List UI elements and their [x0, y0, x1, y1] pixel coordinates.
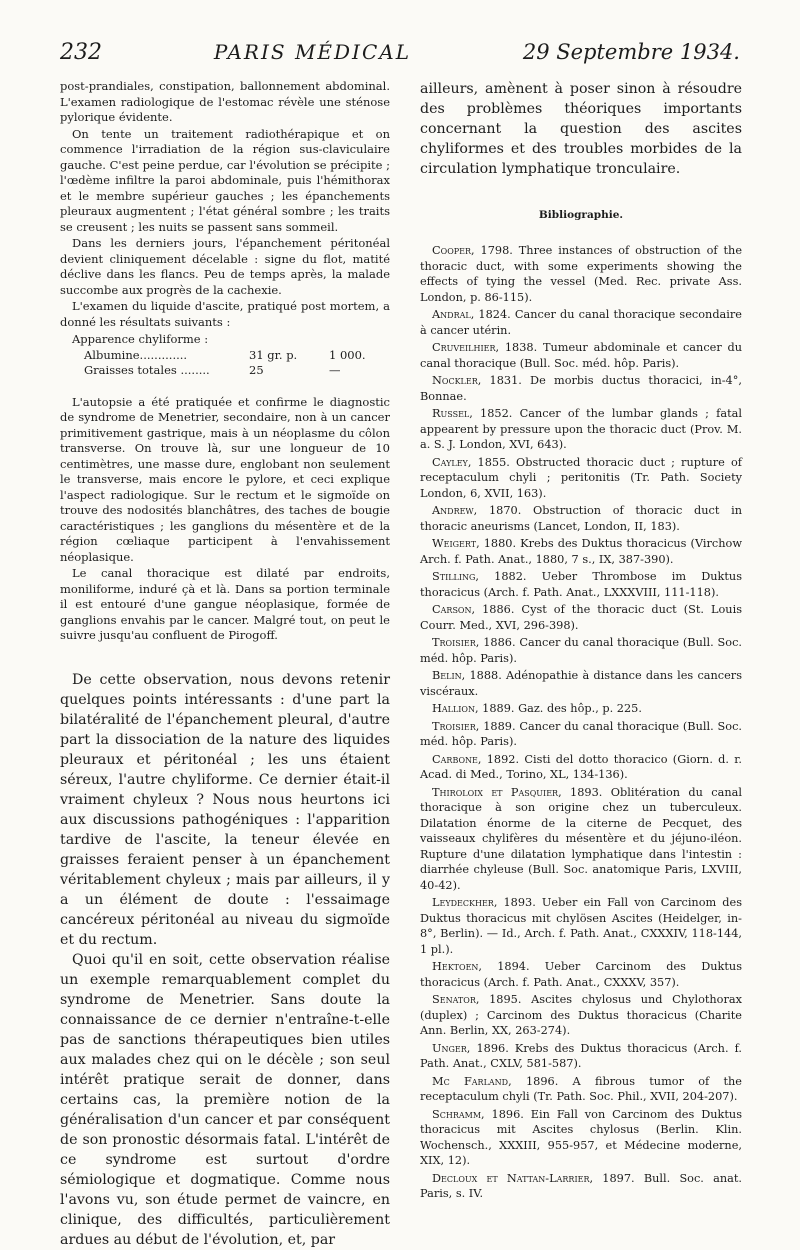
bib-text: , 1897. Bull. Soc. anat. Paris, s. IV.	[420, 1171, 742, 1200]
bib-author: Carbone	[432, 752, 478, 766]
right-column	[420, 79, 742, 1204]
bib-text: , 1893. Ueber ein Fall von Carcinom des Duktus thoracicus mit chylösen Ascites (Heidelger, in-8°, Berlin). — Id., Arch. f. Path. Anat., CXXXIV, 118-144, 1 pl.).	[420, 896, 742, 956]
discussion-paragraph: De cette observation, nous devons retenir quelques points intéressants : d'une part la bilatéralité de l'épanchement pleural, d'autre part la dissociation de la nature des liquides pleuraux et péritonéal ; les uns étaient séreux, l'autre chyliforme. Ce dernier était-il vraiment chyleux ? Nous nous heurtons ici aux discussions pathogéniques : l'apparition tardive de l'ascite, la teneur élevée en graisses feraient penser à un épanchement véritablement chyleux ; mais par ailleurs, il y a un élément de doute : l'essaimage cancéreux péritonéal au niveau du sigmoïde et du rectum.	[60, 671, 390, 948]
bib-text: , 1852. Cancer of the lumbar glands ; fatal appearent by pressure upon the thoracic duct (Prov. M. a. S. J. London, XVI, 643).	[420, 407, 742, 451]
bib-author: Russel	[432, 407, 470, 420]
bibliography-heading: Bibliographie.	[538, 209, 624, 221]
bib-text: , 1893. Oblitération du canal thoracique à son origine chez un tuberculeux. Dilatation énorme de la citerne de Pecquet, des vaisseaux chylifères du mésentère et du jéjuno-iléon. Rupture d'une dilatation lymphatique dans l'intestin : diarrhée chyleuse (Bull. Soc. anatomique Paris, LXVIII, 40-42).	[420, 785, 742, 892]
bib-text: , 1886. Cyst of the thoracic duct (St. Louis Courr. Med., XVI, 296-398).	[420, 603, 742, 632]
bib-text: , 1888. Adénopathie à distance dans les cancers viscéraux.	[420, 669, 742, 698]
bib-author: Leydeckher	[432, 896, 494, 909]
bib-text: , 1895. Ascites chylosus und Chylothorax (duplex) ; Carcinom des Duktus thoracicus (Charite Ann. Berlin, XX, 263-274).	[420, 993, 742, 1037]
bibliography-entry	[420, 959, 742, 990]
bib-author: Carson	[432, 603, 472, 616]
bibliography-entry	[420, 307, 742, 338]
analysis-heading: Apparence chyliforme :	[72, 332, 209, 346]
analysis-unit: 1 000.	[329, 347, 366, 362]
bibliography-entry	[420, 895, 742, 957]
bibliography-entry	[420, 668, 742, 699]
bib-author: Cruveilhier	[432, 341, 496, 354]
bib-text: , 1889. Cancer du canal thoracique (Bull. Soc. méd. hôp. Paris).	[420, 719, 742, 748]
bibliography-entry	[420, 1074, 742, 1105]
analysis-row	[60, 363, 390, 379]
bibliography-entry	[420, 536, 742, 567]
bib-author: Troisier	[432, 719, 476, 733]
bibliography-entry	[420, 992, 742, 1039]
bibliography-entry	[420, 373, 742, 404]
continuation-paragraph: ailleurs, amènent à poser sinon à résoudre des problèmes théoriques importants concernant la question des ascites chyliformes et des troubles morbides de la circulation lymphatique tronculaire.	[420, 81, 742, 177]
bibliography-list	[420, 243, 742, 1202]
case-paragraph: On tente un traitement radiothérapique et on commence l'irradiation de la région sus-claviculaire gauche. C'est peine perdue, car l'évolution se précipite ; l'œdème infiltre la paroi abdominale, puis l'hémithorax et le membre supérieur gauches ; les épanchements pleuraux augmentent ; l'état général sombre ; les traits se creusent ; les nuits se passent sans sommeil.	[60, 126, 390, 234]
bibliography-entry	[420, 752, 742, 783]
bib-author: Hektoen	[432, 960, 479, 973]
bib-text: , 1831. De morbis ductus thoracici, in-4°, Bonnae.	[420, 374, 742, 403]
bib-author: Andrew	[432, 504, 474, 517]
case-paragraph: L'examen du liquide d'ascite, pratiqué post mortem, a donné les résultats suivants :	[60, 299, 390, 329]
bib-text: , 1896. Ein Fall von Carcinom des Duktus thoracicus mit Ascites chylosus (Berlin. Klin. Wochensch., XXXIII, 955-957, et Médecine moderne, XIX, 12).	[420, 1107, 742, 1167]
bib-author: Cooper	[432, 244, 472, 257]
bib-author: Belin	[432, 669, 462, 682]
bibliography-entry	[420, 455, 742, 502]
bib-text: , 1889. Gaz. des hôp., p. 225.	[474, 702, 642, 715]
issue-date: 29 Septembre 1934.	[522, 40, 740, 64]
bib-author: Senator	[432, 993, 476, 1006]
bib-text: , 1886. Cancer du canal thoracique (Bull. Soc. méd. hôp. Paris).	[420, 636, 742, 665]
bibliography-entry	[420, 1171, 742, 1202]
bib-author: Nockler	[432, 374, 478, 387]
bib-text: , 1880. Krebs des Duktus thoracicus (Virchow Arch. f. Path. Anat., 1880, 7 s., IX, 387-390).	[420, 537, 742, 566]
bib-author: Thiroloix et Pasquier	[432, 785, 559, 799]
bibliography-entry	[420, 406, 742, 453]
bibliography-entry	[420, 719, 742, 750]
case-paragraph: post-prandiales, constipation, ballonnement abdominal. L'examen radiologique de l'estomac révèle une sténose pylorique évidente.	[60, 79, 390, 124]
case-paragraph: Dans les derniers jours, l'épanchement péritonéal devient cliniquement décelable : signe du flot, matité déclive dans les flancs. Peu de temps après, la malade succombe aux progrès de la cachexie.	[60, 236, 390, 297]
left-column	[60, 79, 390, 1250]
bib-text: , 1882. Ueber Thrombose im Duktus thoracicus (Arch. f. Path. Anat., LXXXVIII, 111-118).	[420, 570, 742, 599]
analysis-value: 31 gr. p.	[249, 347, 298, 362]
bibliography-entry	[420, 243, 742, 305]
bib-text: , 1838. Tumeur abdominale et cancer du canal thoracique (Bull. Soc. méd. hôp. Paris).	[420, 341, 742, 370]
analysis-label: Albumine.............	[84, 347, 188, 362]
autopsy-paragraph: L'autopsie a été pratiquée et confirme le diagnostic de syndrome de Menetrier, secondaire, non à un cancer primitivement gastrique, mais à un néoplasme du côlon transverse. On trouve là, sur une longueur de 10 centimètres, une masse dure, englobant non seulement le transverse, mais encore le pylore, et ceci explique l'aspect radiologique. Sur le rectum et le sigmoïde on trouve des nodosités blanchâtres, des taches de bougie caractéristiques ; les ganglions du mésentère et de la région cœliaque participent à l'envahissement néoplasique.	[60, 394, 390, 564]
bibliography-entry	[420, 503, 742, 534]
analysis-unit: —	[329, 363, 341, 377]
analysis-label: Graisses totales ........	[84, 363, 210, 377]
page-number: 232	[60, 40, 102, 65]
bib-author: Stilling	[432, 570, 476, 583]
analysis-row	[60, 348, 390, 364]
bib-text: , 1896. A fibrous tumor of the receptaculum chyli (Tr. Path. Soc. Phil., XVII, 204-207).	[420, 1074, 742, 1103]
bib-text: , 1824. Cancer du canal thoracique secondaire à cancer utérin.	[420, 308, 742, 337]
bibliography-entry	[420, 635, 742, 666]
bib-author: Unger	[432, 1041, 467, 1055]
bib-author: Schramm	[432, 1107, 482, 1121]
journal-title: PARIS MÉDICAL	[213, 40, 411, 64]
bib-text: , 1870. Obstruction of thoracic duct in thoracic aneurisms (Lancet, London, II, 183).	[420, 504, 742, 533]
bib-author: Decloux et Nattan-Larrier	[432, 1171, 590, 1185]
bib-author: Troisier	[432, 636, 476, 649]
bib-author: Cayley	[432, 455, 468, 469]
bib-author: Weigert	[432, 537, 477, 550]
bibliography-entry	[420, 1107, 742, 1169]
bib-text: , 1892. Cisti del dotto thoracico (Giorn. d. r. Acad. di Med., Torino, XL, 134-136).	[420, 752, 742, 781]
bib-author: Andral	[432, 308, 471, 321]
bibliography-entry	[420, 602, 742, 633]
analysis-value: 25	[249, 363, 264, 377]
bib-text: , 1798. Three instances of obstruction of the thoracic duct, with some experiments showing the effects of tying the vessel (Med. Rec. private Ass. London, p. 86-115).	[420, 244, 742, 304]
ascites-analysis	[60, 332, 390, 379]
bib-author: Mc Farland	[432, 1074, 509, 1088]
bib-author: Hallion	[432, 702, 475, 715]
bibliography-entry	[420, 1041, 742, 1072]
discussion-paragraph: Quoi qu'il en soit, cette observation réalise un exemple remarquablement complet du syndrome de Menetrier. Sans doute la connaissance de ce dernier n'entraîne-t-elle pas de sanctions thérapeutiques bien utiles aux malades chez qui on le décèle ; son seul intérêt pratique serait de donner, dans certains cas, la première notion de la généralisation d'un cancer et par conséquent de son pronostic désormais fatal. L'intérêt de ce syndrome est surtout d'ordre sémiologique et dogmatique. Comme nous l'avons vu, son étude permet de vaincre, en clinique, des difficultés, particulièrement ardues au début de l'évolution, et, par	[60, 951, 390, 1248]
page-header	[60, 40, 740, 70]
bib-text: , 1894. Ueber Carcinom des Duktus thoracicus (Arch. f. Path. Anat., CXXXV, 357).	[420, 960, 742, 989]
bib-text: , 1896. Krebs des Duktus thoracicus (Arch. f. Path. Anat., CXLV, 581-587).	[420, 1041, 742, 1070]
bib-text: , 1855. Obstructed thoracic duct ; rupture of receptaculum chyli ; peritonitis (Tr. Path. Society London, 6, XVII, 163).	[420, 455, 742, 500]
bibliography-entry	[420, 785, 742, 894]
autopsy-paragraph: Le canal thoracique est dilaté par endroits, moniliforme, induré çà et là. Dans sa portion terminale il est entouré d'une gangue néoplasique, formée de ganglions envahis par le cancer. Malgré tout, on peut le suivre jusqu'au confluent de Pirogoff.	[60, 566, 390, 642]
bibliography-entry	[420, 569, 742, 600]
bibliography-entry	[420, 340, 742, 371]
bibliography-entry	[420, 701, 742, 717]
